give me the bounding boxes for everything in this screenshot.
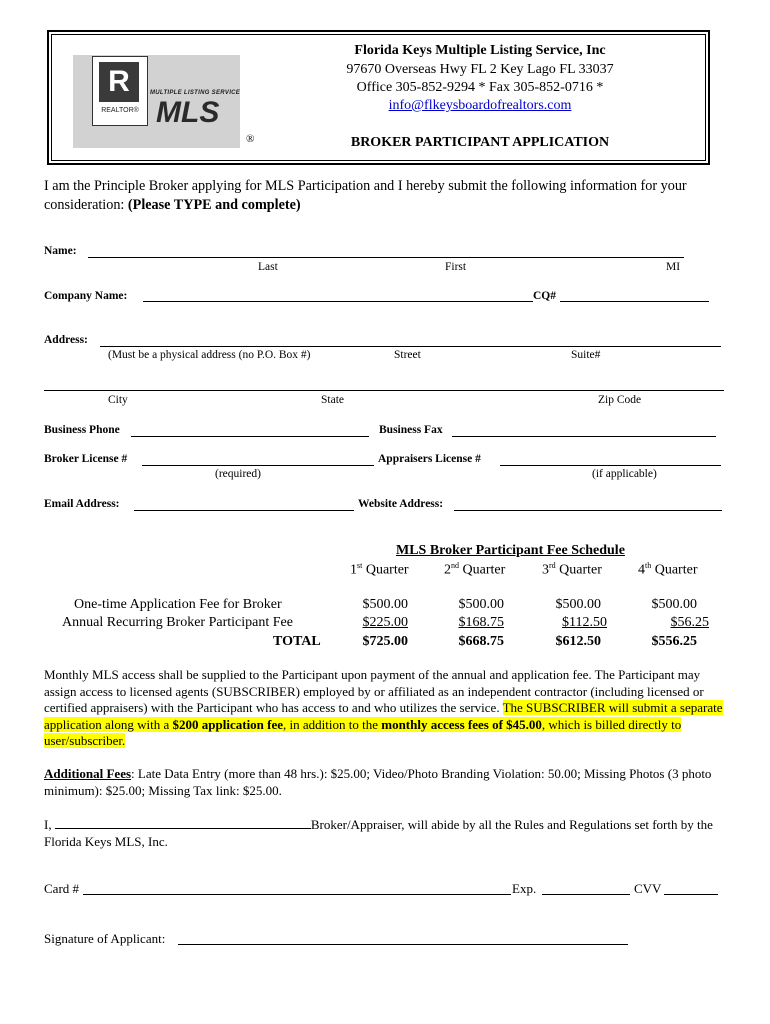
city-state-zip-field[interactable]: [44, 390, 724, 391]
zip-caption: Zip Code: [598, 394, 642, 406]
required-note: (required): [215, 468, 261, 480]
business-phone-label: Business Phone: [44, 424, 120, 436]
name-field[interactable]: [88, 257, 684, 258]
fee-cell: $668.75: [458, 634, 504, 649]
card-label: Card #: [44, 881, 80, 896]
first-caption: First: [445, 261, 467, 273]
intro-instruction: (Please TYPE and complete): [127, 197, 301, 213]
last-caption: Last: [258, 261, 278, 273]
state-caption: State: [321, 394, 344, 406]
signature-label: Signature of Applicant:: [44, 931, 166, 946]
suite-caption: Suite#: [571, 349, 601, 361]
mls-logo-text: MLS: [156, 96, 220, 129]
cvv-label: CVV: [634, 881, 662, 896]
cq-label: CQ#: [533, 290, 556, 302]
access-paragraph: [44, 667, 728, 750]
exp-field[interactable]: [542, 894, 630, 895]
fee-cell: $725.00: [362, 634, 408, 649]
broker-name-field[interactable]: [55, 817, 311, 829]
org-name: Florida Keys Multiple Listing Service, Inc: [354, 43, 606, 58]
website-label: Website Address:: [358, 498, 444, 510]
org-email-link[interactable]: info@flkeysboardofrealtors.com: [388, 98, 572, 113]
fee-cell: $112.50: [562, 615, 607, 630]
name-label: Name:: [44, 245, 77, 257]
cq-field[interactable]: [560, 301, 709, 302]
email-field[interactable]: [134, 510, 354, 511]
fee-cell: $168.75: [458, 615, 504, 630]
fee-cell: $500.00: [651, 597, 697, 612]
additional-fees-heading: Additional Fees: [44, 766, 132, 781]
form-title: BROKER PARTICIPANT APPLICATION: [350, 135, 610, 150]
company-field[interactable]: [143, 301, 533, 302]
quarter-3-header: 3rd Quarter: [542, 561, 602, 578]
subscriber-note-end: , which is billed directly to user/subscriber.: [44, 716, 682, 748]
city-caption: City: [108, 394, 128, 406]
org-address: 97670 Overseas Hwy FL 2 Key Lago FL 33037: [346, 62, 614, 77]
website-field[interactable]: [454, 510, 722, 511]
access-text: Monthly MLS access shall be supplied to the Participant upon payment of the annual and application fee. The Participant may assign access to licensed agents (SUBSCRIBER) employed by or affiliated as an independent contractor (including licensed or certified appraisers) with the Participant who has access to and who utilizes the service.: [44, 667, 704, 715]
application-fee: $200 application fee: [172, 716, 284, 732]
signature-field[interactable]: [178, 944, 628, 945]
realtor-logo: [92, 56, 148, 126]
business-fax-field[interactable]: [452, 436, 716, 437]
fee-schedule-title: MLS Broker Participant Fee Schedule: [396, 543, 625, 558]
fee-cell: $556.25: [651, 634, 697, 649]
address-note: (Must be a physical address (no P.O. Box #): [108, 349, 311, 361]
email-label: Email Address:: [44, 498, 120, 510]
intro-text: I am the Principle Broker applying for MLS Participation and I hereby submit the following information for your consideration:: [44, 178, 687, 213]
realtor-r-icon: R: [108, 65, 130, 98]
quarter-1-header: 1st Quarter: [350, 561, 409, 578]
exp-label: Exp.: [512, 881, 537, 896]
registered-mark: ®: [246, 133, 255, 145]
subscriber-note-cont: , in addition to the: [283, 716, 382, 732]
company-label: Company Name:: [44, 290, 128, 302]
appraisers-license-field[interactable]: [500, 465, 721, 466]
quarter-4-header: 4th Quarter: [638, 561, 698, 578]
quarter-2-header: 2nd Quarter: [444, 561, 506, 578]
cvv-field[interactable]: [664, 894, 718, 895]
intro-paragraph: [44, 177, 724, 215]
business-fax-label: Business Fax: [379, 424, 443, 436]
fee-cell: $500.00: [555, 597, 601, 612]
agreement-text: Broker/Appraiser, will abide by all the Rules and Regulations set forth by the Florida Keys MLS, Inc.: [44, 817, 713, 849]
fee-cell: $500.00: [458, 597, 504, 612]
agreement-paragraph: [44, 817, 728, 850]
mls-subtitle: MULTIPLE LISTING SERVICE: [150, 90, 241, 96]
business-phone-field[interactable]: [131, 436, 369, 437]
agreement-prefix: I,: [44, 817, 55, 832]
appraisers-license-label: Appraisers License #: [378, 453, 481, 465]
if-applicable-note: (if applicable): [592, 468, 657, 480]
fee-row-label: Annual Recurring Broker Participant Fee: [62, 615, 293, 630]
fee-cell: $225.00: [362, 615, 408, 630]
address-field[interactable]: [100, 346, 721, 347]
street-caption: Street: [394, 349, 421, 361]
realtor-label: REALTOR®: [101, 107, 139, 114]
fee-cell: $56.25: [670, 615, 709, 630]
broker-license-label: Broker License #: [44, 453, 128, 465]
additional-fees-text: : Late Data Entry (more than 48 hrs.): $25.00; Video/Photo Branding Violation: 50.00; Missing Photos (3 photo minimum): $25.00; Missing Tax link: $25.00.: [44, 766, 712, 798]
fee-row-label: One-time Application Fee for Broker: [74, 597, 282, 612]
subscriber-note: The SUBSCRIBER will submit a separate application along with a: [44, 700, 723, 732]
monthly-fee: monthly access fees of $45.00: [381, 716, 542, 732]
mi-caption: MI: [666, 261, 681, 273]
address-label: Address:: [44, 334, 88, 346]
additional-fees-paragraph: [44, 766, 728, 799]
fee-cell: $500.00: [362, 597, 408, 612]
org-phone-fax: Office 305-852-9294 * Fax 305-852-0716 *: [356, 80, 604, 95]
fee-cell: $612.50: [555, 634, 601, 649]
fee-row-label: TOTAL: [273, 634, 321, 649]
card-number-field[interactable]: [83, 894, 511, 895]
broker-license-field[interactable]: [142, 465, 374, 466]
